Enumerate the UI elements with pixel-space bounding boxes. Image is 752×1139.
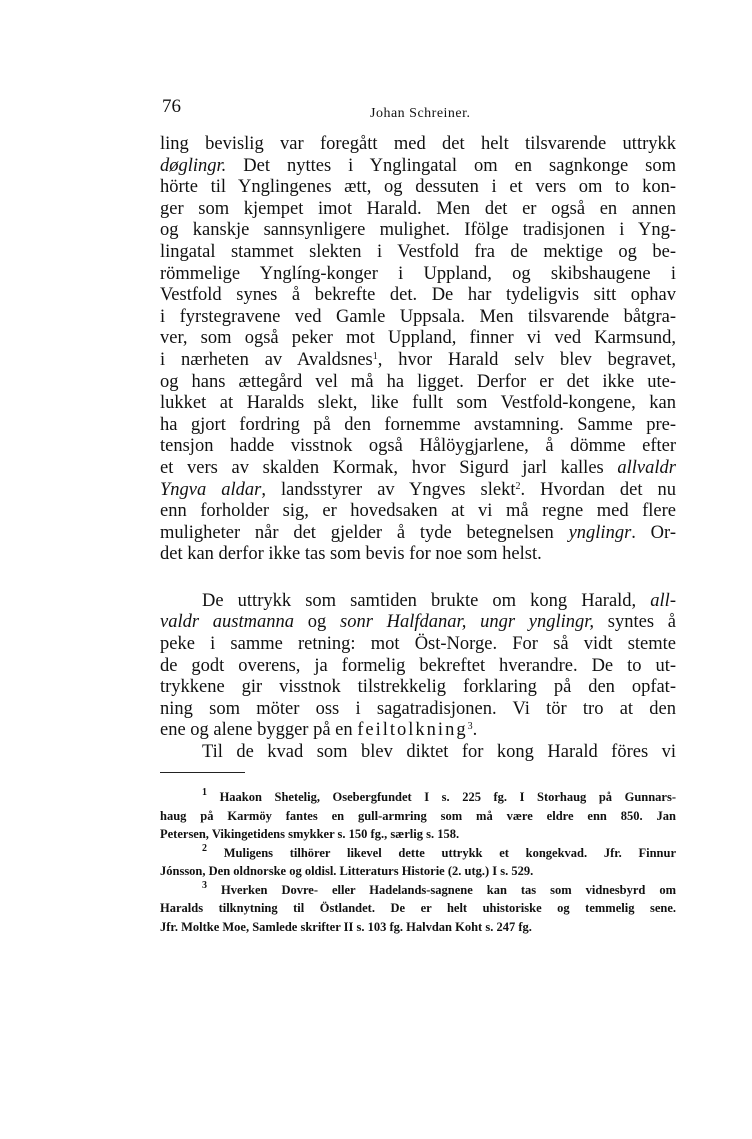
text-line: de godt overens, ja formelig bekreftet hverandre. De to ut- [160, 655, 676, 676]
text-line: römmelige Ynglíng-konger i Uppland, og skibshaugene i [160, 263, 676, 284]
footnote-line: Haralds tilknytning til Östlandet. De er helt uhistoriske og temmelig sene. [160, 901, 676, 915]
italic-term: sonr Halfdanar, ungr ynglingr, [340, 612, 595, 633]
text-line: ha gjort fordring på den fornemme avstamning. Samme pre- [160, 414, 676, 435]
footnote-ref-3[interactable]: 3 [467, 721, 473, 733]
text-run: . [472, 720, 478, 741]
text-line: lukket at Haralds slekt, like fullt som Vestfold-kongene, kan [160, 393, 676, 414]
text-run: i nærheten av Avaldsnes [160, 349, 373, 370]
text-run: , hvor Harald selv blev begravet, [377, 349, 676, 370]
italic-term: allvaldr [617, 457, 676, 478]
text-run: De uttrykk som samtiden brukte om kong Harald, [202, 590, 651, 611]
italic-term: Yngva aldar [160, 479, 262, 500]
footnote-line: Jfr. Moltke Moe, Samlede skrifter II s. 103 fg. Halvdan Koht s. 247 fg. [160, 919, 532, 934]
footnotes [160, 788, 676, 936]
footnote-line: Jónsson, Den oldnorske og oldisl. Litteraturs Historie (2. utg.) I s. 529. [160, 864, 534, 878]
footnote-ref-2[interactable]: 2 [515, 480, 521, 492]
text-line: ning som möter oss i sagatradisjonen. Vi tör tro at den [160, 698, 676, 719]
text-line [160, 591, 676, 613]
text-line: ver, som også peker mot Uppland, finner vi ved Karmsund, [160, 328, 676, 349]
text-run: et vers av skalden Kormak, hvor Sigurd jarl kalles [160, 457, 618, 478]
text-line: hörte til Ynglingenes ætt, og dessuten i et vers om to kon- [160, 177, 676, 198]
text-line: trykkene gir visstnok tilstrekkelig forklaring på den opfat- [160, 677, 676, 698]
footnote-ref-1[interactable]: 1 [372, 350, 378, 362]
footnote-divider [160, 772, 245, 773]
text-line: Vestfold synes å bekrefte det. De har tydeligvis sitt ophav [160, 285, 676, 306]
text-line: enn forholder sig, er hovedsaken at vi må regne med flere [160, 501, 676, 522]
footnote-line [160, 881, 676, 900]
text-run: syntes å [594, 612, 676, 633]
text-line [160, 156, 676, 178]
spaced-term: feiltolkning [357, 720, 468, 741]
running-head: Johan Schreiner. [370, 106, 471, 121]
footnote-line: Petersen, Vikingetidens smykker s. 150 fg., særlig s. 158. [160, 827, 460, 841]
body-text [160, 134, 676, 764]
text-line: lingatal stammet slekten i Vestfold fra de mektige og be- [160, 241, 676, 262]
text-run: Haakon Shetelig, Osebergfundet I s. 225 fg. I Storhaug på Gunnars- [219, 790, 677, 804]
text-line: ger som kjempet imot Harald. Men det er også en annen [160, 198, 676, 219]
footnote-mark-1: 1 [202, 787, 207, 798]
italic-term: døglingr. [160, 155, 227, 176]
footnote-line [160, 844, 676, 863]
footnote-mark-3: 3 [202, 879, 207, 891]
text-run: . Or- [631, 522, 676, 543]
footnote-mark-2: 2 [202, 842, 207, 854]
text-line [160, 458, 676, 480]
text-run: Det nyttes i Ynglingatal om en sagnkonge som [226, 155, 676, 176]
text-line [160, 523, 676, 545]
text-line: ling bevislig var foregått med det helt tilsvarende uttrykk [160, 134, 676, 154]
text-line: det kan derfor ikke tas som bevis for noe som helst. [160, 544, 542, 565]
footnote-line: haug på Karmöy fantes en gull-armring som må være eldre enn 850. Jan [160, 808, 676, 823]
text-line [160, 612, 676, 634]
text-line: peke i samme retning: mot Öst-Norge. For så vidt stemte [160, 634, 676, 655]
text-line: Til de kvad som blev diktet for kong Harald föres vi [202, 742, 676, 763]
text-run: Hverken Dovre- eller Hadelands-sagnene kan tas som vidnesbyrd om [220, 882, 676, 897]
italic-term: all- [650, 590, 676, 611]
footnote-line [160, 788, 676, 807]
text-line [160, 720, 676, 742]
text-run: og [294, 612, 340, 633]
italic-term: valdr austmanna [160, 612, 294, 633]
text-line: tensjon hadde visstnok også Hålöygjarlene, å dömme efter [160, 436, 676, 457]
text-line [160, 350, 676, 372]
text-run: , landsstyrer av Yngves slekt [261, 479, 516, 500]
text-run: . Hvordan det nu [520, 479, 676, 500]
text-line [160, 480, 676, 502]
page-number: 76 [162, 96, 181, 117]
italic-term: ynglingr [568, 522, 632, 543]
text-run: ene og alene bygger på en [160, 720, 358, 741]
text-line: i fyrstegravene ved Gamle Uppsala. Men tilsvarende båtgra- [160, 306, 676, 327]
text-run: muligheter når det gjelder å tyde betegnelsen [160, 522, 569, 543]
text-line: og hans ættegård vel må ha ligget. Derfor er det ikke ute- [160, 371, 676, 392]
text-line: og kanskje sannsynligere mulighet. Ifölge tradisjonen i Yng- [160, 220, 676, 241]
paragraph-gap [160, 566, 676, 591]
text-run: Muligens tilhörer likevel dette uttrykk et kongekvad. Jfr. Finnur [223, 845, 676, 860]
